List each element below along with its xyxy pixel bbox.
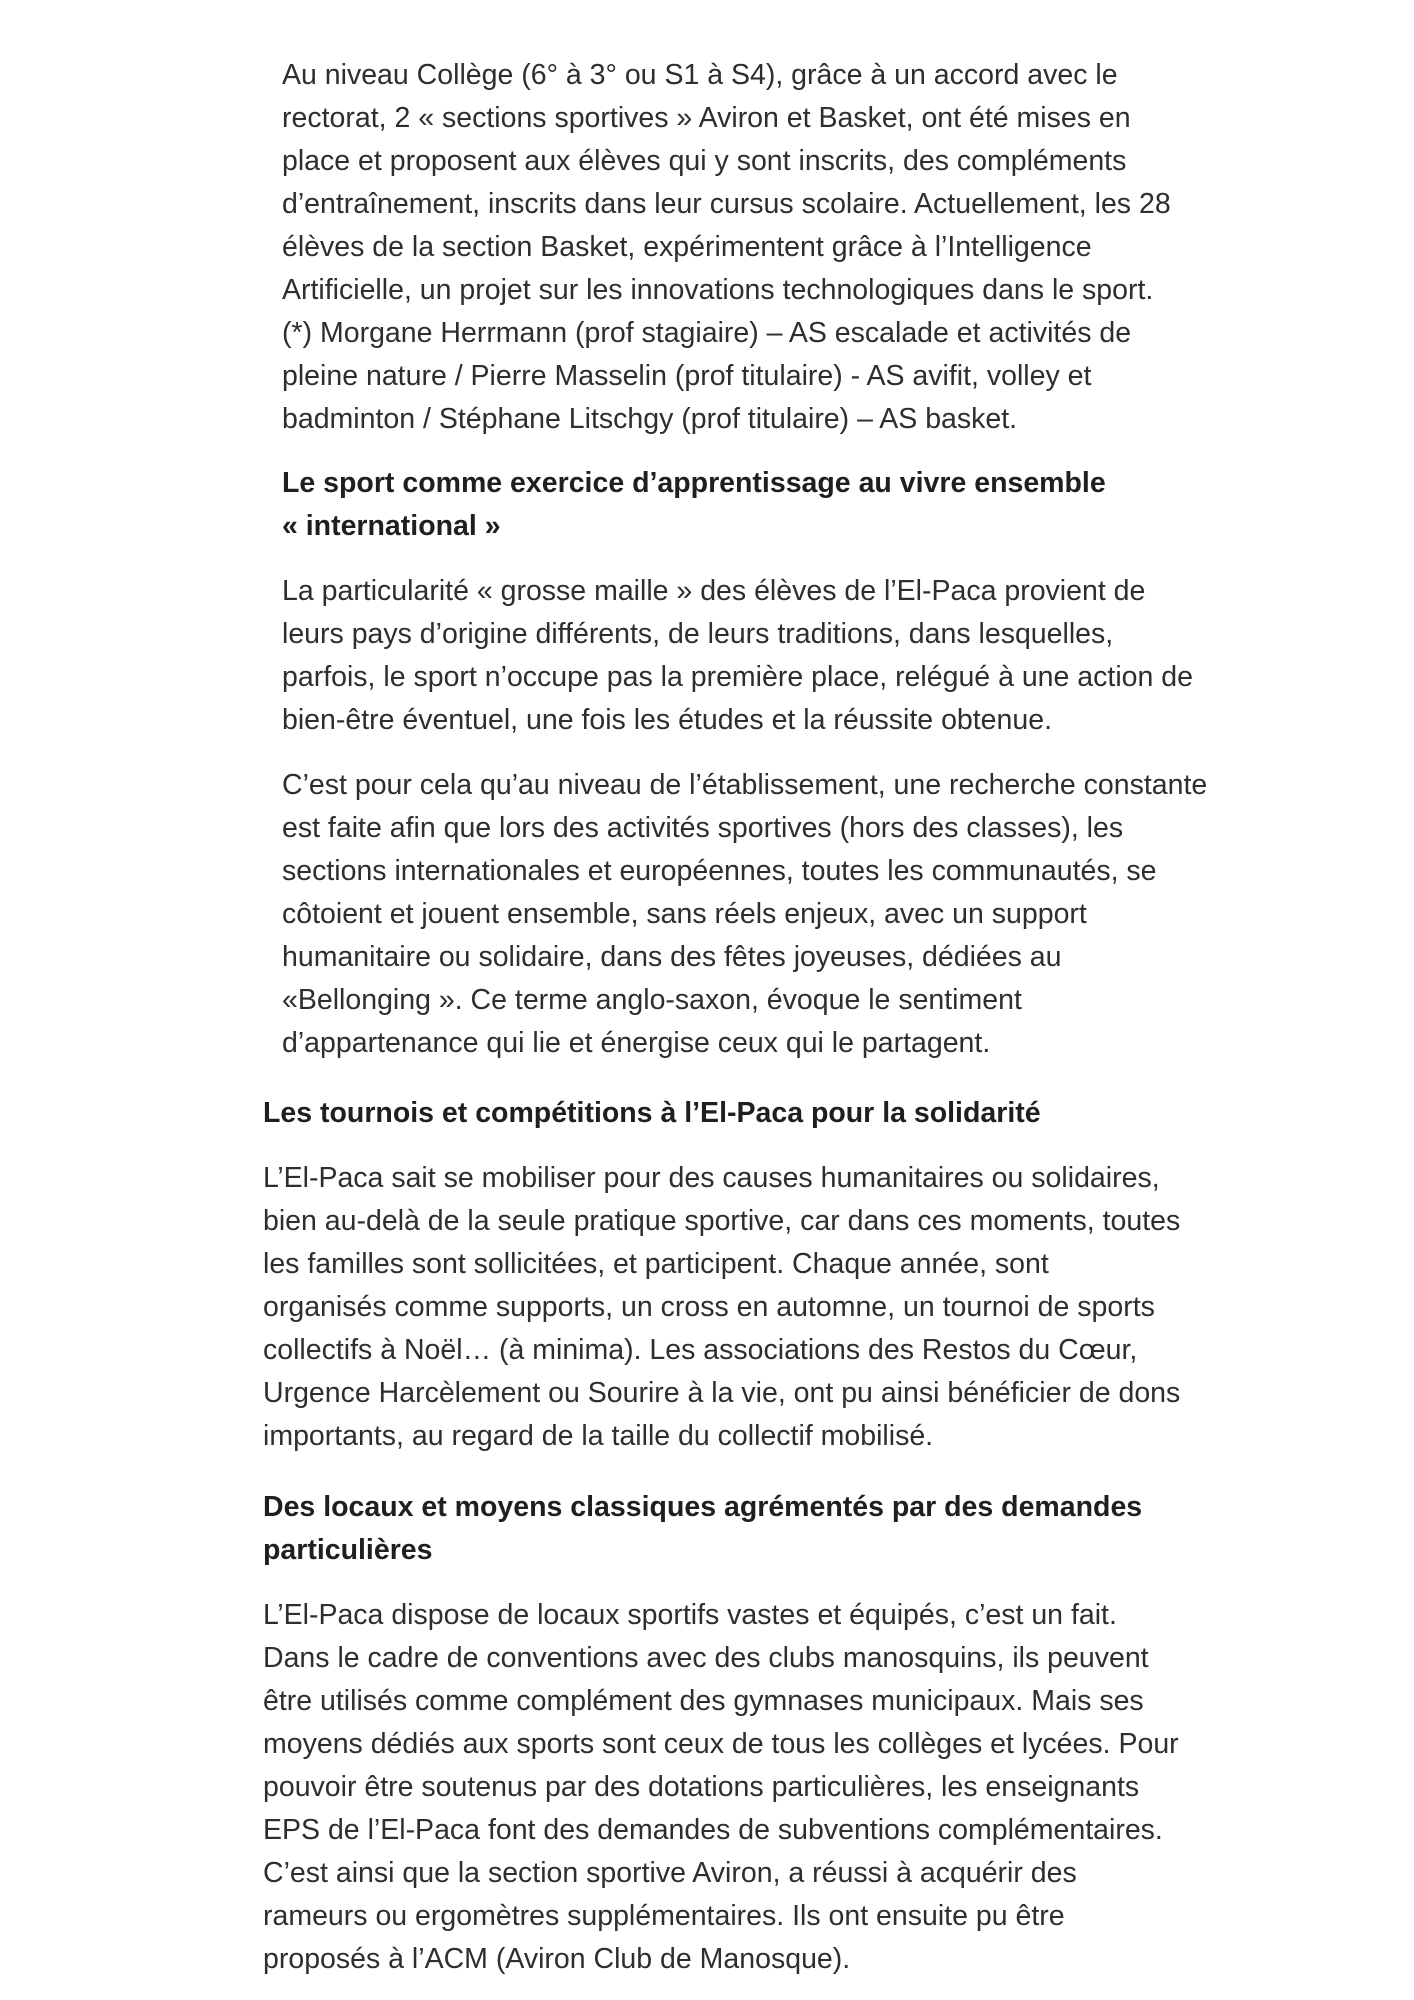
text-line: La particularité « grosse maille » des élèves de l’El-Paca provient de xyxy=(282,575,1146,607)
text-line: parfois, le sport n’occupe pas la première place, relégué à une action de xyxy=(282,661,1193,693)
paragraph-text xyxy=(263,1157,1283,1458)
text-line: L’El-Paca dispose de locaux sportifs vastes et équipés, c’est un fait. xyxy=(263,1599,1117,1631)
paragraph-bellonging xyxy=(282,764,1302,1065)
text-line: d’appartenance qui lie et énergise ceux qui le partagent. xyxy=(282,1027,991,1059)
text-line: d’entraînement, inscrits dans leur cursus scolaire. Actuellement, les 28 xyxy=(282,188,1171,220)
text-line: bien-être éventuel, une fois les études et la réussite obtenue. xyxy=(282,704,1053,736)
text-line: EPS de l’El-Paca font des demandes de subventions complémentaires. xyxy=(263,1814,1163,1846)
paragraph-text xyxy=(282,764,1302,1065)
paragraph-text xyxy=(282,570,1302,742)
text-line: Au niveau Collège (6° à 3° ou S1 à S4), grâce à un accord avec le xyxy=(282,59,1118,91)
section-heading xyxy=(282,462,1302,548)
text-line: organisés comme supports, un cross en automne, un tournoi de sports xyxy=(263,1291,1155,1323)
text-line: moyens dédiés aux sports sont ceux de tous les collèges et lycées. Pour xyxy=(263,1728,1179,1760)
text-line: être utilisés comme complément des gymnases municipaux. Mais ses xyxy=(263,1685,1144,1717)
text-line: L’El-Paca sait se mobiliser pour des causes humanitaires ou solidaires, xyxy=(263,1162,1160,1194)
paragraph-college-sections xyxy=(282,54,1302,441)
heading-tournois xyxy=(263,1092,1283,1135)
text-line: place et proposent aux élèves qui y sont inscrits, des compléments xyxy=(282,145,1127,177)
paragraph-text xyxy=(282,54,1302,441)
text-line: collectifs à Noël… (à minima). Les associations des Restos du Cœur, xyxy=(263,1334,1138,1366)
text-line: rectorat, 2 « sections sportives » Aviron et Basket, ont été mises en xyxy=(282,102,1131,134)
heading-line: particulières xyxy=(263,1534,433,1566)
text-line: (*) Morgane Herrmann (prof stagiaire) – AS escalade et activités de xyxy=(282,317,1132,349)
text-line: pleine nature / Pierre Masselin (prof titulaire) - AS avifit, volley et xyxy=(282,360,1092,392)
text-line: Dans le cadre de conventions avec des clubs manosquins, ils peuvent xyxy=(263,1642,1149,1674)
text-line: leurs pays d’origine différents, de leurs traditions, dans lesquelles, xyxy=(282,618,1114,650)
text-line: pouvoir être soutenus par des dotations particulières, les enseignants xyxy=(263,1771,1140,1803)
text-line: «Bellonging ». Ce terme anglo-saxon, évoque le sentiment xyxy=(282,984,1022,1016)
paragraph-grosse-maille xyxy=(282,570,1302,742)
text-line: bien au-delà de la seule pratique sportive, car dans ces moments, toutes xyxy=(263,1205,1181,1237)
text-line: Artificielle, un projet sur les innovations technologiques dans le sport. xyxy=(282,274,1154,306)
paragraph-locaux xyxy=(263,1594,1283,1981)
text-line: humanitaire ou solidaire, dans des fêtes joyeuses, dédiées au xyxy=(282,941,1062,973)
text-line: C’est pour cela qu’au niveau de l’établissement, une recherche constante xyxy=(282,769,1208,801)
heading-line: « international » xyxy=(282,510,501,542)
section-heading xyxy=(263,1092,1283,1135)
text-line: les familles sont sollicitées, et participent. Chaque année, sont xyxy=(263,1248,1049,1280)
text-line: badminton / Stéphane Litschgy (prof titulaire) – AS basket. xyxy=(282,403,1018,435)
heading-vivre-ensemble xyxy=(282,462,1302,548)
paragraph-solidarite xyxy=(263,1157,1283,1458)
text-line: rameurs ou ergomètres supplémentaires. Ils ont ensuite pu être xyxy=(263,1900,1065,1932)
text-line: proposés à l’ACM (Aviron Club de Manosque). xyxy=(263,1943,851,1975)
heading-line: Les tournois et compétitions à l’El-Paca pour la solidarité xyxy=(263,1097,1041,1129)
text-line: importants, au regard de la taille du collectif mobilisé. xyxy=(263,1420,934,1452)
text-line: C’est ainsi que la section sportive Aviron, a réussi à acquérir des xyxy=(263,1857,1077,1889)
heading-locaux xyxy=(263,1486,1283,1572)
section-heading xyxy=(263,1486,1283,1572)
text-line: est faite afin que lors des activités sportives (hors des classes), les xyxy=(282,812,1124,844)
text-line: Urgence Harcèlement ou Sourire à la vie, ont pu ainsi bénéficier de dons xyxy=(263,1377,1181,1409)
heading-line: Des locaux et moyens classiques agrémentés par des demandes xyxy=(263,1491,1143,1523)
paragraph-text xyxy=(263,1594,1283,1981)
text-line: sections internationales et européennes, toutes les communautés, se xyxy=(282,855,1157,887)
heading-line: Le sport comme exercice d’apprentissage au vivre ensemble xyxy=(282,467,1106,499)
text-line: élèves de la section Basket, expérimentent grâce à l’Intelligence xyxy=(282,231,1092,263)
text-line: côtoient et jouent ensemble, sans réels enjeux, avec un support xyxy=(282,898,1087,930)
